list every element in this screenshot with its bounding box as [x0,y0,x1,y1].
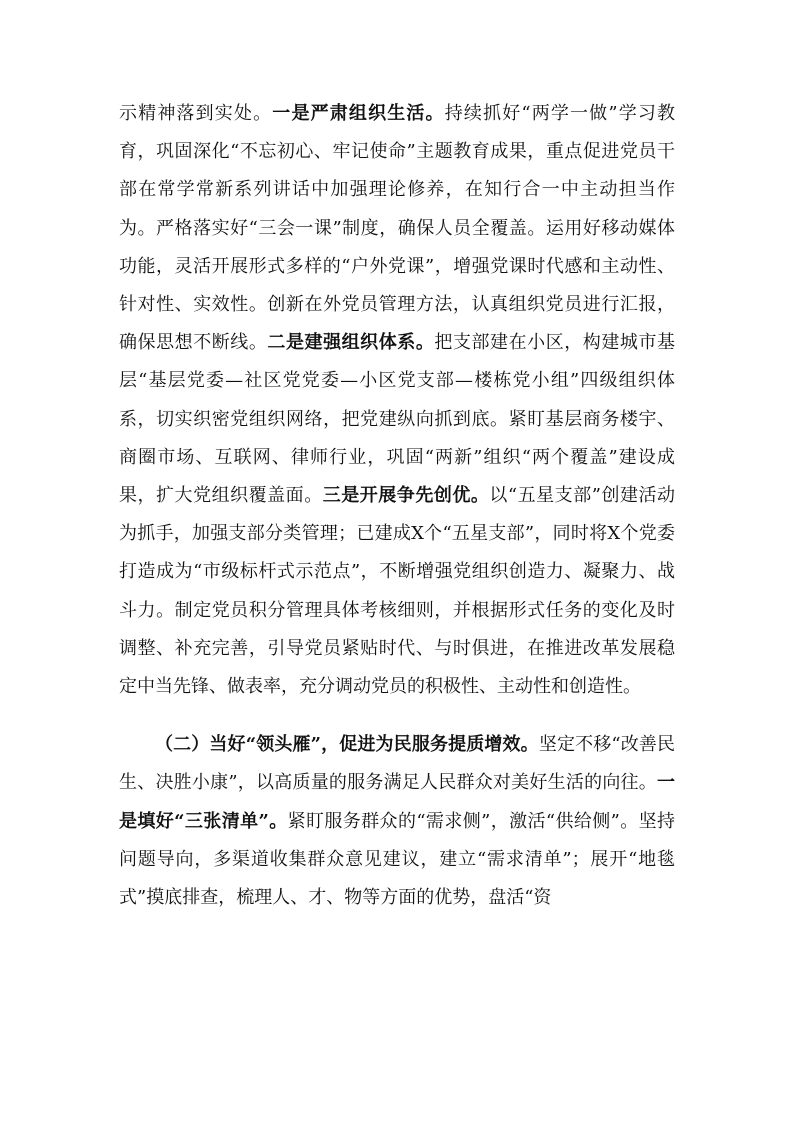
bold-heading-two: 二是建强组织体系。 [267,332,435,354]
paragraph-1 [119,95,675,706]
paragraph-2 [119,726,675,917]
bold-heading-one: 一是填好“三张清单”。 [119,772,675,832]
text-run: 以“五星支部”创建活动为抓手，加强支部分类管理；已建成X个“五星支部”，同时将X个党委打造成为“市级标杆式示范点”，不断增强党组织创造力、凝聚力、战斗力。制定党员积分管理具体考核细则，并根据形式任务的变化及时调整、补充完善，引导党员紧贴时代、与时俱进，在推进改革发展稳定中当先锋、做表率，充分调动党员的积极性、主动性和创造性。 [119,485,676,698]
text-run: 把支部建在小区，构建城市基层“基层党委—社区党党委—小区党支部—楼栋党小组”四级组织体系，切实织密党组织网络，把党建纵向抓到底。紧盯基层商务楼宇、商圈市场、互联网、律师行业，巩固“两新”组织“两个覆盖”建设成果，扩大党组织覆盖面。 [119,332,676,507]
bold-heading-three: 三是开展争先创优。 [322,485,490,507]
text-run: 紧盯服务群众的“需求侧”，激活“供给侧”。坚持问题导向，多渠道收集群众意见建议，建立“需求清单”；展开“地毯式”摸底排查，梳理人、才、物等方面的优势，盘活“资 [119,810,675,909]
section-heading: （二）当好“领头雁”，促进为民服务提质增效。 [155,734,539,756]
text-run: 坚定不移“改善民生、决胜小康”，以高质量的服务满足人民群众对美好生活的向往。 [119,734,675,794]
document-body [119,95,675,917]
text-run: 持续抓好“两学一做”学习教育，巩固深化“不忘初心、牢记使命”主题教育成果，重点促进党员干部在常学常新系列讲话中加强理论修养，在知行合一中主动担当作为。严格落实好“三会一课”制度，确保人员全覆盖。运用好移动媒体功能，灵活开展形式多样的“户外党课”，增强党课时代感和主动性、针对性、实效性。创新在外党员管理方法，认真组织党员进行汇报，确保思想不断线。 [119,103,676,354]
text-run: 示精神落到实处。 [119,103,273,124]
bold-heading-one: 一是严肃组织生活。 [272,103,445,124]
